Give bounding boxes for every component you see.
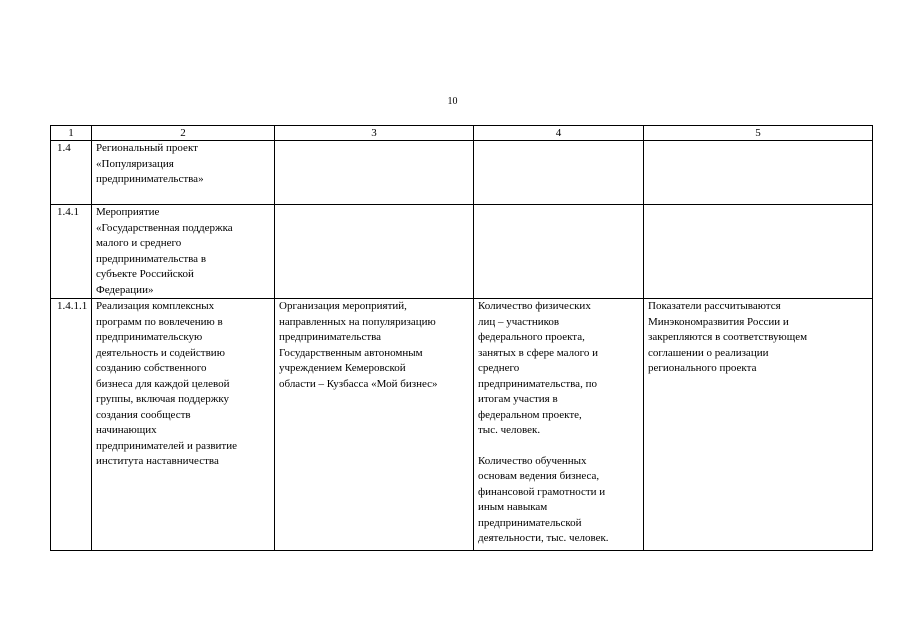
cell-text-line: Количество обученных — [478, 454, 587, 467]
paragraph-gap — [478, 439, 639, 454]
cell-text-line: федерального проекта, — [478, 331, 585, 343]
indicator-text — [478, 454, 639, 547]
cell-text-line: соглашении о реализации — [648, 346, 769, 359]
cell-text-line: направленных на популяризацию — [279, 315, 436, 328]
table-row — [51, 205, 873, 299]
activity-cell — [275, 205, 474, 299]
cell-text-line: создания сообществ — [96, 408, 191, 421]
table-header-row — [51, 126, 873, 141]
cell-text-line: итогам участия в — [478, 393, 558, 405]
cell-text-line: занятых в сфере малого и — [478, 346, 598, 359]
cell-text-line: Показатели рассчитываются — [648, 300, 781, 312]
cell-text-line: предпринимательства в — [96, 252, 207, 265]
cell-text-line: закрепляются в соответствующем — [648, 331, 808, 343]
indicator-cell — [474, 205, 644, 299]
activity-cell — [275, 299, 474, 551]
cell-text-line: тыс. человек. — [478, 424, 541, 436]
cell-text-line: Государственным автономным — [279, 346, 423, 359]
cell-text-line: иным навыкам — [478, 501, 548, 513]
cell-text-line: группы, включая поддержку — [96, 393, 230, 405]
cell-text-line: федеральном проекте, — [478, 408, 582, 421]
indicator-cell — [474, 299, 644, 551]
table-row — [51, 299, 873, 551]
row-number: 1.4.1.1 — [51, 299, 92, 551]
cell-text-line: лиц – участников — [478, 315, 560, 328]
cell-text-line: предпринимательства» — [96, 173, 204, 185]
cell-text-line: Федерации» — [96, 283, 154, 296]
cell-text-line: предпринимательства, по — [478, 377, 597, 390]
cell-text-line: Мероприятие — [96, 206, 160, 218]
activity-cell — [275, 141, 474, 205]
cell-text-line: предпринимательской — [478, 516, 582, 529]
note-cell — [644, 141, 873, 205]
cell-text-line: предпринимателей и развитие — [96, 439, 237, 452]
column-header: 5 — [644, 126, 873, 141]
cell-text-line: регионального проекта — [648, 362, 757, 374]
column-header: 1 — [51, 126, 92, 141]
cell-text-line: предпринимательства — [279, 331, 382, 343]
cell-text-line: Количество физических — [478, 300, 591, 312]
cell-text-line: Реализация комплексных — [96, 300, 215, 312]
measure-name-cell — [92, 299, 275, 551]
page-number: 10 — [447, 96, 458, 107]
cell-text-line: начинающих — [96, 424, 157, 436]
cell-text-line: области – Кузбасса «Мой бизнес» — [279, 377, 438, 390]
column-header: 3 — [275, 126, 474, 141]
indicator-text — [478, 299, 639, 439]
measures-table — [50, 125, 873, 551]
cell-text-line: «Государственная поддержка — [96, 221, 233, 234]
cell-text-line: созданию собственного — [96, 362, 207, 374]
cell-text-line: деятельности, тыс. человек. — [478, 532, 609, 544]
row-number: 1.4 — [51, 141, 92, 205]
row-number: 1.4.1 — [51, 205, 92, 299]
note-cell — [644, 205, 873, 299]
cell-text-line: малого и среднего — [96, 237, 182, 249]
column-header: 4 — [474, 126, 644, 141]
cell-text-line: учреждением Кемеровской — [279, 362, 406, 374]
cell-text-line: бизнеса для каждой целевой — [96, 377, 230, 390]
cell-text-line: «Популяризация — [96, 157, 174, 170]
cell-text-line: программ по вовлечению в — [96, 315, 223, 328]
cell-text-line: Минэкономразвития России и — [648, 315, 789, 328]
cell-text-line: института наставничества — [96, 455, 219, 467]
cell-text-line: деятельность и содействию — [96, 346, 225, 359]
table-row — [51, 141, 873, 205]
cell-text-line: Организация мероприятий, — [279, 300, 407, 312]
note-cell — [644, 299, 873, 551]
column-header: 2 — [92, 126, 275, 141]
measure-name-cell — [92, 205, 275, 299]
cell-text-line: субъекте Российской — [96, 268, 194, 280]
cell-text-line: Региональный проект — [96, 142, 198, 154]
cell-text-line: финансовой грамотности и — [478, 485, 606, 498]
cell-text-line: основам ведения бизнеса, — [478, 470, 600, 482]
cell-text-line: среднего — [478, 362, 520, 374]
indicator-cell — [474, 141, 644, 205]
measure-name-cell — [92, 141, 275, 205]
cell-text-line: предпринимательскую — [96, 331, 203, 343]
